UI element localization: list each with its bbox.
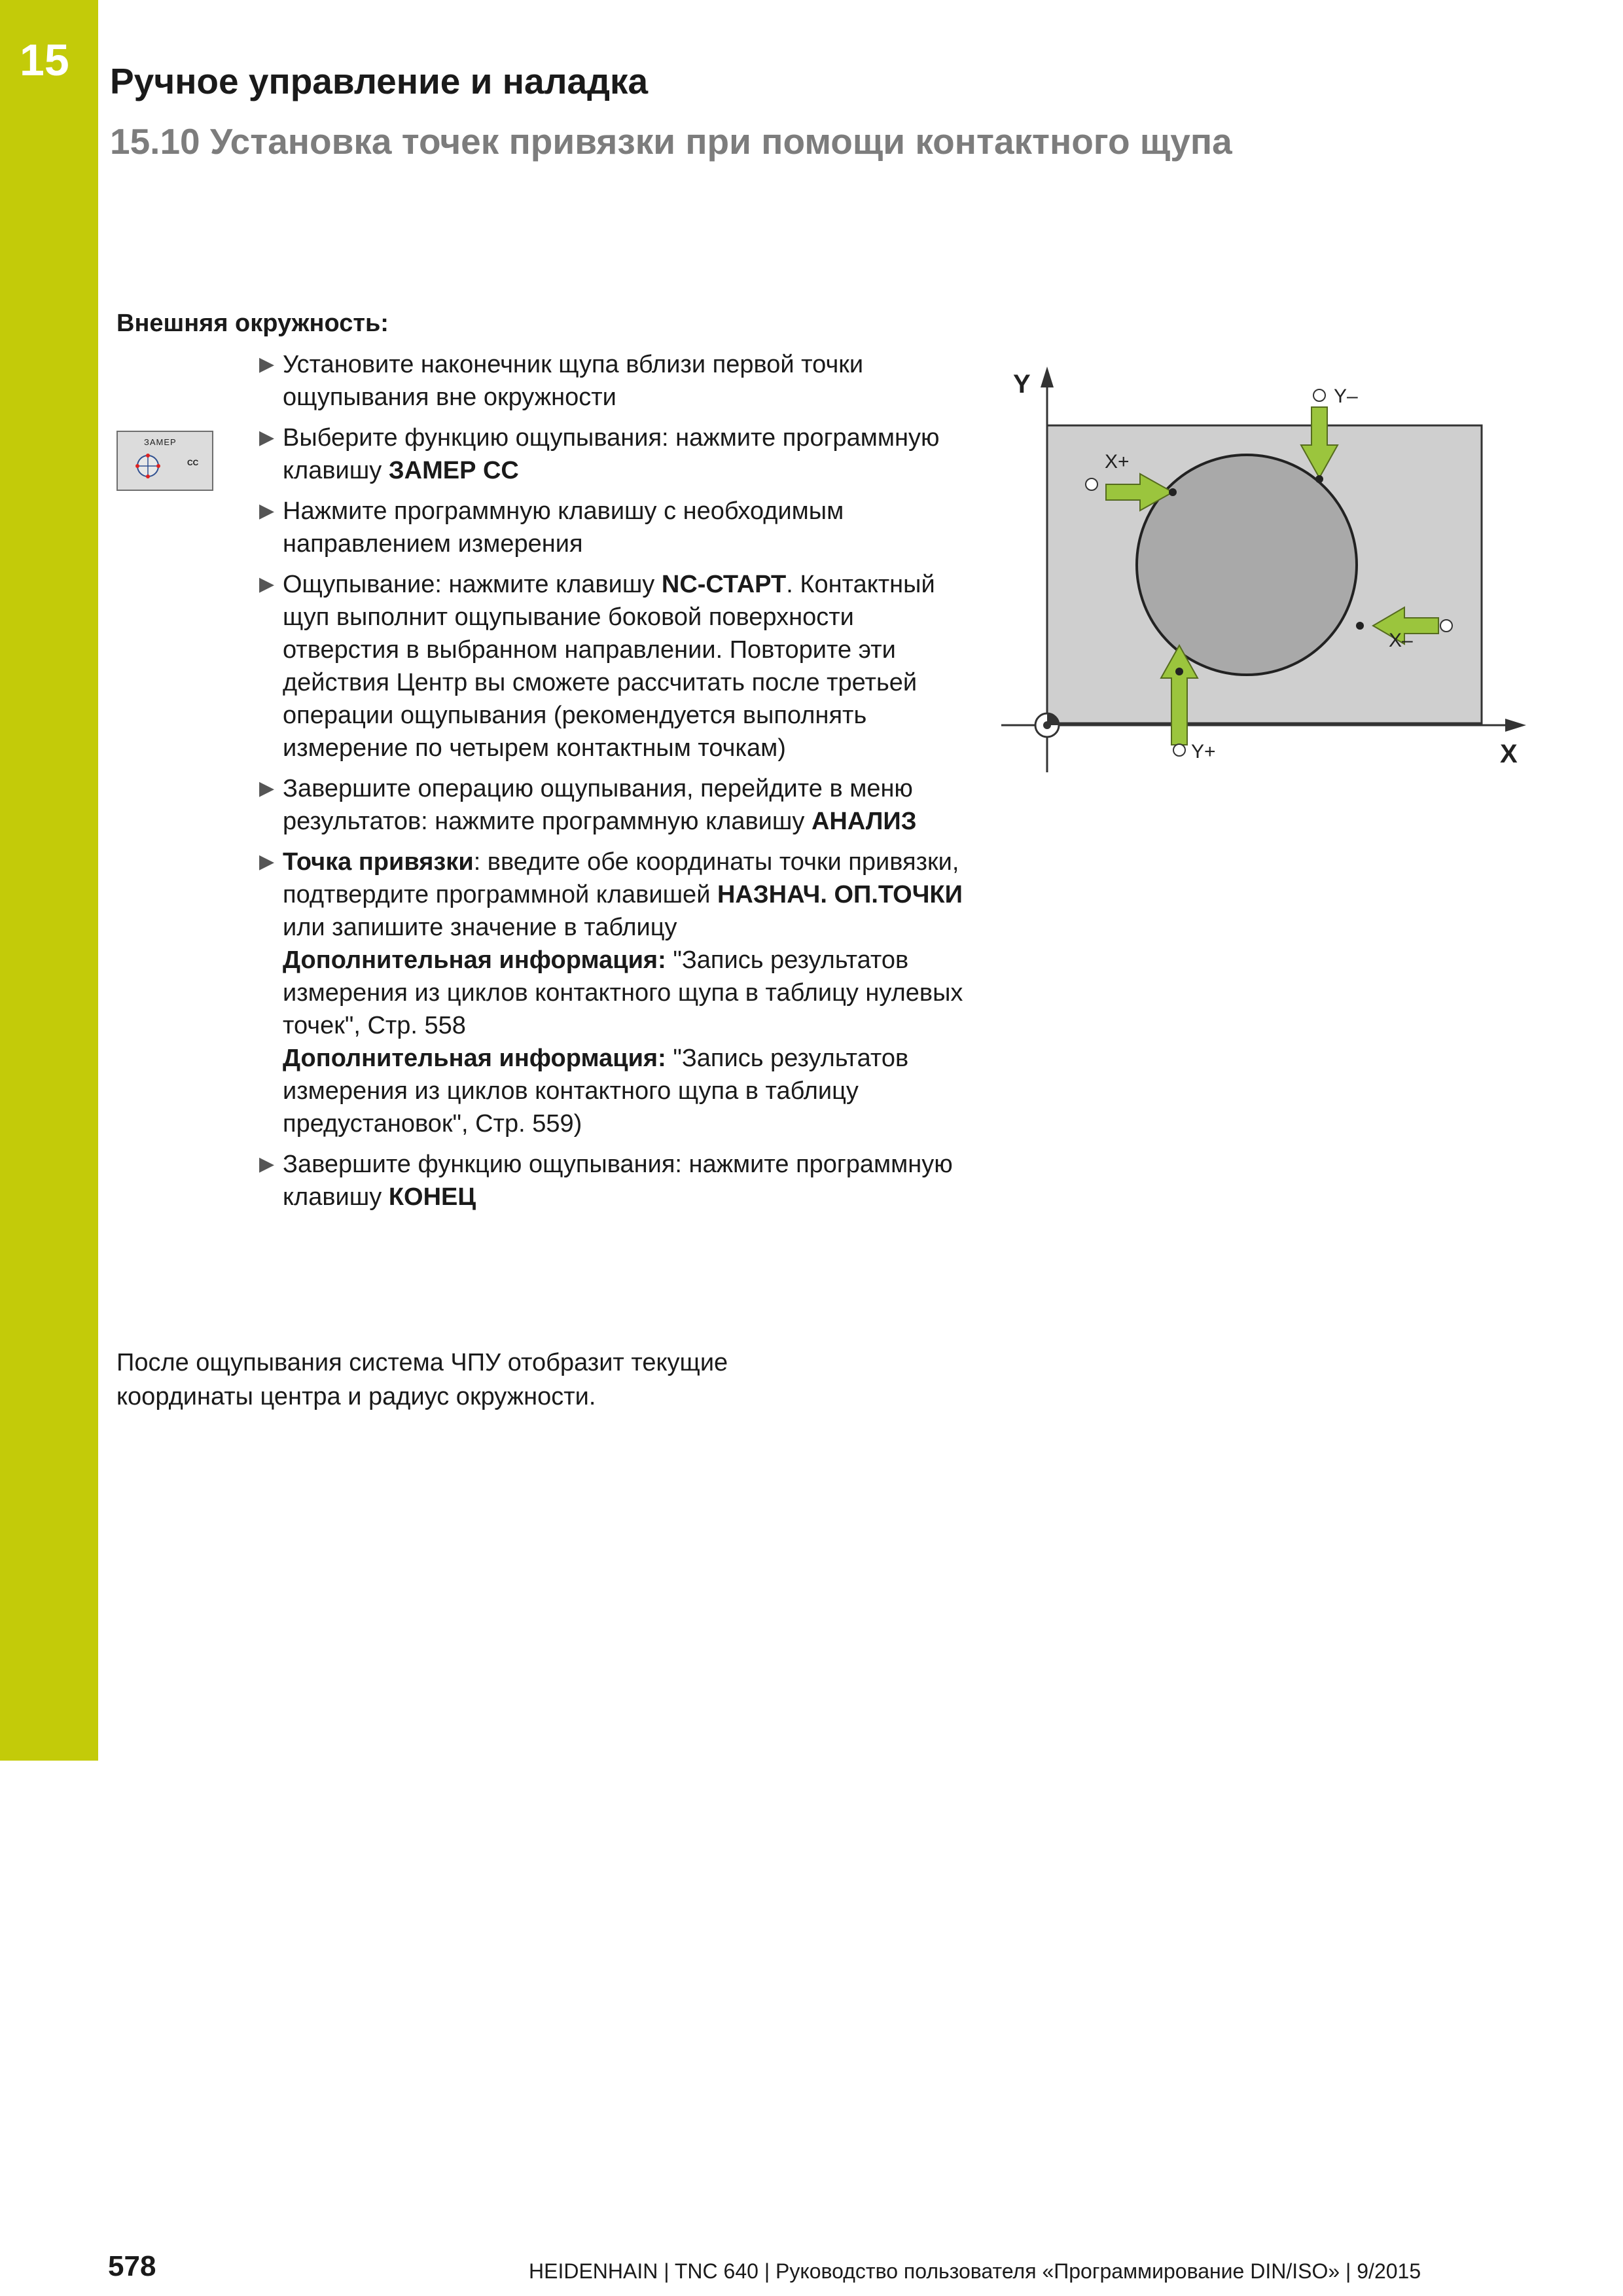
x-axis-label: X [1500,740,1518,768]
probe-circle-icon [130,446,166,483]
step-text: Выберите функцию ощупывания: нажмите программную клавишу [283,424,940,484]
step-text-wrap [283,846,963,944]
triangle-bullet-icon: ▶ [259,353,275,375]
step-text: Нажмите программную клавишу с необходимым направлением измерения [283,497,844,558]
step-text-wrap [283,568,963,764]
step-text: . Контактный щуп выполнит ощупывание боковой поверхности отверстия в выбранном направлении. Повторите эти действия Центр вы сможете рассчитать после третьей операции ощупывания (рекомендуется выполнять измерение по четырем контактным точкам) [283,571,935,762]
softkey-name: КОНЕЦ [388,1183,476,1211]
step-text-wrap [283,772,963,838]
step-text-wrap [283,422,963,487]
chapter-title: Ручное управление и наладка [110,61,649,101]
origin-marker-dot [1043,721,1051,729]
step-text: Завершите операцию ощупывания, перейдите в меню результатов: нажмите программную клавишу [283,775,913,835]
list-item [259,846,963,1140]
list-item [259,568,963,764]
triangle-bullet-icon: ▶ [259,573,275,595]
note-label: Дополнительная информация: [283,1045,666,1072]
step-text: Завершите функцию ощупывания: нажмите программную клавишу [283,1151,953,1211]
contact-point-y-minus [1315,475,1323,483]
softkey-name: АНАЛИЗ [811,808,917,835]
triangle-bullet-icon: ▶ [259,427,275,448]
start-point-y-plus [1173,744,1185,756]
start-point-y-minus [1313,389,1325,401]
step-text: Установите наконечник щупа вблизи первой точки ощупывания вне окружности [283,351,864,411]
x-axis-arrowhead [1505,719,1526,732]
triangle-bullet-icon: ▶ [259,851,275,872]
step-text: Ощупывание: нажмите клавишу [283,571,662,598]
list-item [259,495,963,560]
triangle-bullet-icon: ▶ [259,500,275,522]
triangle-bullet-icon: ▶ [259,1153,275,1175]
note-text: "Запись результатов измерения из циклов контактного щупа в таблицу нулевых точек", Стр. 558 [283,946,963,1039]
softkey-name: ЗАМЕР CC [388,457,519,484]
list-item [259,1148,963,1213]
measured-circle [1137,455,1357,675]
note-text: "Запись результатов измерения из циклов контактного щупа в таблицу предустановок", Стр. 559) [283,1045,909,1138]
softkey-label: CC [187,458,199,467]
footer-text: HEIDENHAIN | TNC 640 | Руководство пользователя «Программирование DIN/ISO» | 9/2015 [529,2259,1421,2283]
start-point-x-minus [1440,620,1452,632]
contact-point-y-plus [1175,668,1183,675]
softkey-name: НАЗНАЧ. ОП.ТОЧКИ [717,881,963,908]
label-y-minus: Y– [1334,386,1358,407]
softkey-title: ЗАМЕР [144,437,177,447]
list-item [259,348,963,414]
section-title: 15.10 Установка точек привязки при помощи контактного щупа [110,121,1232,162]
step-text: : введите обе координаты точки привязки, подтвердите программной клавишей [283,848,959,908]
cross-reference[interactable] [283,944,963,1042]
term: Точка привязки [283,848,474,876]
note-label: Дополнительная информация: [283,946,666,974]
chapter-number: 15 [20,35,69,85]
contact-point-x-minus [1356,622,1364,630]
triangle-bullet-icon: ▶ [259,778,275,799]
closing-paragraph: После ощупывания система ЧПУ отобразит текущие координаты центра и радиус окружности. [116,1349,728,1410]
key-name: NC-СТАРТ [661,571,787,598]
step-text: или запишите значение в таблицу [283,914,677,941]
instruction-list [259,348,963,1221]
page-number: 578 [108,2250,156,2282]
label-x-plus: X+ [1105,451,1130,473]
y-axis-arrowhead [1041,367,1054,387]
probing-diagram [995,353,1531,785]
step-text-wrap [283,1148,963,1213]
softkey-zamer-cc [116,431,213,491]
label-x-minus: X– [1389,630,1413,651]
start-point-x-plus [1086,478,1097,490]
label-y-plus: Y+ [1191,741,1216,762]
cross-reference[interactable] [283,1042,963,1140]
y-axis-label: Y [1013,370,1031,399]
contact-point-x-plus [1169,488,1177,496]
subheading: Внешняя окружность: [116,310,389,337]
list-item [259,772,963,838]
list-item [259,422,963,487]
chapter-side-bar [0,0,98,1761]
